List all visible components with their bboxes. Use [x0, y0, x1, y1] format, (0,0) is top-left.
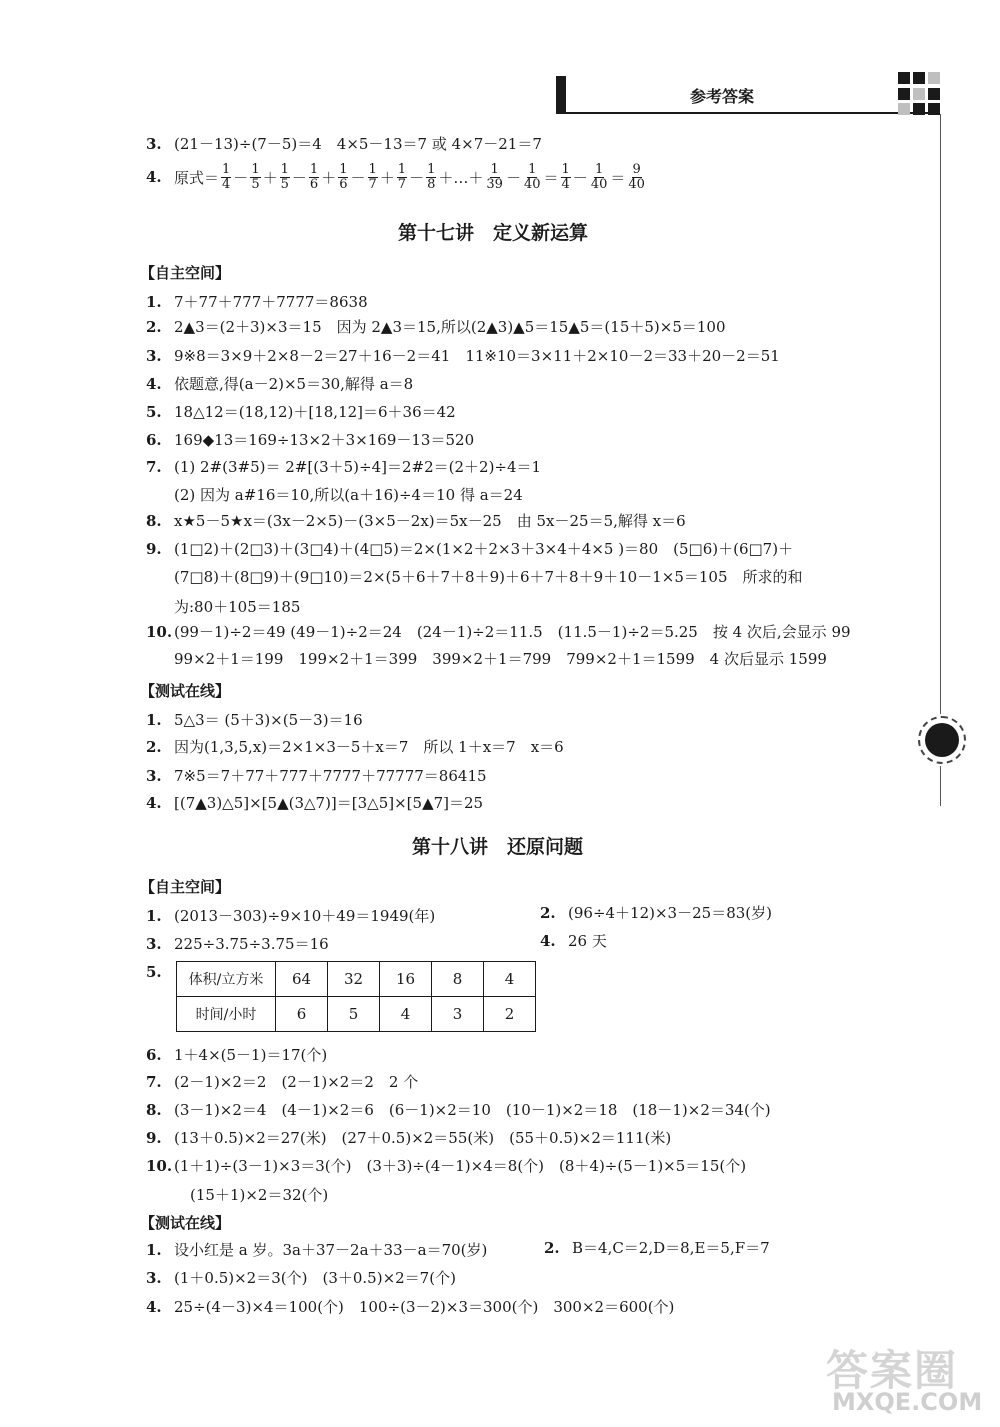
- fraction: [523, 163, 542, 192]
- fraction-numerator: 1: [339, 161, 348, 177]
- header-title: 参考答案: [690, 87, 755, 106]
- fraction-numerator: 1: [594, 161, 604, 177]
- answer-line: 4. 25÷(4－3)×4＝100(个) 100÷(3－2)×3＝300(个) 300×2＝600(个): [146, 1298, 675, 1316]
- fraction: [250, 163, 260, 192]
- fraction-numerator: 1: [490, 161, 499, 177]
- answer-line: 2. B＝4,C＝2,D＝8,E＝5,F＝7: [544, 1239, 770, 1257]
- answer-line: 5. 18△12＝(18,12)＋[18,12]＝6＋36＝42: [146, 403, 456, 421]
- answer-line: 为:80＋105＝185: [174, 598, 301, 616]
- answer-line: 3. 7※5＝7＋77＋777＋7777＋77777＝86415: [146, 767, 487, 785]
- table-cell: 3: [432, 997, 484, 1032]
- table-cell: 16: [380, 962, 432, 997]
- operator: －: [233, 168, 249, 187]
- side-tab-icon: [918, 716, 966, 764]
- section-title: 第十七讲 定义新运算: [398, 222, 589, 244]
- fraction-denominator: 8: [427, 176, 436, 192]
- fraction-numerator: 1: [368, 161, 377, 177]
- answer-line: 9. (1□2)＋(2□3)＋(3□4)＋(4□5)＝2×(1×2＋2×3＋3×4＋4×5 )＝80 (5□6)＋(6□7)＋: [146, 540, 794, 558]
- answer-line: 4. 依题意,得(a－2)×5＝30,解得 a＝8: [146, 375, 414, 393]
- fraction: [485, 163, 504, 192]
- fraction: [397, 163, 407, 192]
- answer-line: 3. (1＋0.5)×2＝3(个) (3＋0.5)×2＝7(个): [146, 1269, 456, 1287]
- grid-icon: [898, 72, 942, 116]
- fraction: [368, 163, 378, 192]
- answer-line: 1. (2013－303)÷9×10＋49＝1949(年): [146, 907, 436, 925]
- table-cell: 4: [484, 962, 536, 997]
- operator: ＝: [610, 168, 626, 187]
- answer-line: 2. 2▲3＝(2＋3)×3＝15 因为 2▲3＝15,所以(2▲3)▲5＝15▲5＝(15＋5)×5＝100: [146, 318, 726, 336]
- fraction-numerator: 1: [251, 161, 260, 177]
- table-cell: 32: [328, 962, 380, 997]
- fraction-numerator: 1: [427, 161, 436, 177]
- operator: －: [350, 168, 366, 187]
- table-cell: 4: [380, 997, 432, 1032]
- subheading: 【自主空间】: [140, 878, 231, 896]
- answer-line: 2. (96÷4＋12)×3－25＝83(岁): [540, 904, 772, 922]
- table-cell: 体积/立方米: [177, 962, 276, 997]
- answer-line: (15＋1)×2＝32(个): [190, 1186, 329, 1204]
- answer-line: 7. (1) 2#(3#5)＝ 2#[(3＋5)÷4]＝2#2＝(2＋2)÷4＝1: [146, 458, 542, 476]
- answer-line: 4. [(7▲3)△5]×[5▲(3△7)]＝[3△5]×[5▲7]＝25: [146, 794, 484, 812]
- fraction-denominator: 40: [523, 176, 541, 192]
- answer-line: 3. 225÷3.75÷3.75＝16: [146, 935, 329, 953]
- answer-line: 8. (3－1)×2＝4 (4－1)×2＝6 (6－1)×2＝10 (10－1)×2＝18 (18－1)×2＝34(个): [146, 1101, 771, 1119]
- table-cell: 5: [328, 997, 380, 1032]
- fraction-denominator: 7: [397, 176, 407, 192]
- subheading: 【自主空间】: [140, 264, 231, 282]
- fraction-denominator: 4: [222, 176, 231, 192]
- answer-number: 5.: [146, 963, 162, 981]
- fraction-denominator: 39: [486, 176, 503, 192]
- side-rule: [940, 114, 941, 714]
- table-cell: 64: [276, 962, 328, 997]
- answer-line: 1. 5△3＝ (5＋3)×(5－3)＝16: [146, 711, 363, 729]
- fraction-numerator: 9: [632, 161, 641, 177]
- operator: ＋…＋: [438, 168, 484, 187]
- answer-line: 99×2＋1＝199 199×2＋1＝399 399×2＋1＝799 799×2＋1＝1599 4 次后显示 1599: [174, 650, 827, 668]
- operator: －: [409, 168, 425, 187]
- watermark-url: MXQE.COM: [832, 1388, 983, 1416]
- answer-line: 10. (1＋1)÷(3－1)×3＝3(个) (3＋3)÷(4－1)×4＝8(个) (8＋4)÷(5－1)×5＝15(个): [146, 1157, 747, 1175]
- table-cell: 2: [484, 997, 536, 1032]
- answer-line: 3. (21－13)÷(7－5)＝4 4×5－13＝7 或 4×7－21＝7: [146, 135, 542, 153]
- subheading: 【测试在线】: [140, 682, 231, 700]
- table-row: [177, 962, 536, 997]
- fraction-denominator: 5: [251, 176, 260, 192]
- answer-line: 4. 26 天: [540, 932, 607, 950]
- answer-line: 10. (99－1)÷2＝49 (49－1)÷2＝24 (24－1)÷2＝11.5 (11.5－1)÷2＝5.25 按 4 次后,会显示 99: [146, 623, 851, 641]
- operator: ＋: [262, 168, 278, 187]
- operator: －: [572, 168, 588, 187]
- fraction: [426, 163, 436, 192]
- fraction: [280, 163, 290, 192]
- fraction-denominator: 5: [280, 176, 289, 192]
- operator: ＝: [543, 168, 559, 187]
- fraction-denominator: 7: [368, 176, 377, 192]
- fraction: [590, 163, 609, 192]
- answer-line-fractions: 4. 原式＝ $\frac{1}{4}$ － $\frac{1}{5}$ ＋ $\frac{1}{5}$ － $\frac{1}{6}$ ＋ $\frac{1}{6}$ － $\frac{1}{7}$ ＋ $\frac{1}{7}$ － $\frac{1}{8}$ ＋…＋ $\frac{1}{39}$ － $\frac{1}{40}$ ＝ $\frac{1}{4}$ － $\frac{1}{40}$ ＝ $\frac{9}{40}$: [146, 161, 645, 192]
- fraction-denominator: 40: [590, 176, 608, 192]
- fraction-denominator: 40: [628, 176, 645, 192]
- fraction-numerator: 1: [280, 161, 289, 177]
- watermark-logo: 答案圈: [826, 1346, 959, 1395]
- table-cell: 时间/小时: [177, 997, 276, 1032]
- answer-line: 8. x★5－5★x＝(3x－2×5)－(3×5－2x)＝5x－25 由 5x－25＝5,解得 x＝6: [146, 512, 686, 530]
- header-rule: [556, 112, 939, 114]
- answer-line: 6. 169◆13＝169÷13×2＋3×169－13＝520: [146, 431, 475, 449]
- answer-line: 9. (13＋0.5)×2＝27(米) (27＋0.5)×2＝55(米) (55＋0.5)×2＝111(米): [146, 1129, 672, 1147]
- side-rule-lower: [940, 766, 941, 806]
- fraction-numerator: 1: [309, 161, 319, 177]
- answer-line: 6. 1＋4×(5－1)＝17(个): [146, 1046, 328, 1064]
- fraction-numerator: 1: [397, 161, 407, 177]
- answer-line: 2. 因为(1,3,5,x)＝2×1×3－5＋x＝7 所以 1＋x＝7 x＝6: [146, 738, 564, 756]
- fraction: [338, 163, 348, 192]
- fraction-numerator: 1: [528, 161, 537, 177]
- operator: －: [291, 168, 307, 187]
- fraction-denominator: 4: [561, 176, 570, 192]
- fraction-denominator: 6: [339, 176, 348, 192]
- answer-line: 3. 9※8＝3×9＋2×8－2＝27＋16－2＝41 11※10＝3×11＋2×10－2＝33＋20－2＝51: [146, 347, 780, 365]
- answer-line: 7. (2－1)×2＝2 (2－1)×2＝2 2 个: [146, 1073, 419, 1091]
- fraction-denominator: 6: [309, 176, 319, 192]
- table-row: [177, 997, 536, 1032]
- answer-line: (7□8)＋(8□9)＋(9□10)＝2×(5＋6＋7＋8＋9)＋6＋7＋8＋9＋10－1×5＝105 所求的和: [174, 568, 803, 586]
- subheading: 【测试在线】: [140, 1214, 231, 1232]
- operator: －: [505, 168, 521, 187]
- operator: ＋: [321, 168, 337, 187]
- table-cell: 6: [276, 997, 328, 1032]
- table-cell: 8: [432, 962, 484, 997]
- section-title: 第十八讲 还原问题: [412, 836, 584, 858]
- fraction-numerator: 1: [561, 161, 570, 177]
- fraction: [561, 163, 571, 192]
- header-bar: [556, 76, 566, 112]
- answer-line: 1. 7＋77＋777＋7777＝8638: [146, 293, 368, 311]
- answer-line: (2) 因为 a#16＝10,所以(a＋16)÷4＝10 得 a＝24: [174, 486, 523, 504]
- fraction: [627, 163, 646, 192]
- answer-line: 1. 设小红是 a 岁。3a＋37－2a＋33－a＝70(岁): [146, 1241, 488, 1259]
- volume-time-table: [176, 961, 536, 1032]
- fraction: [309, 163, 319, 192]
- operator: ＋: [379, 168, 395, 187]
- fraction: [221, 163, 231, 192]
- fraction-numerator: 1: [222, 161, 231, 177]
